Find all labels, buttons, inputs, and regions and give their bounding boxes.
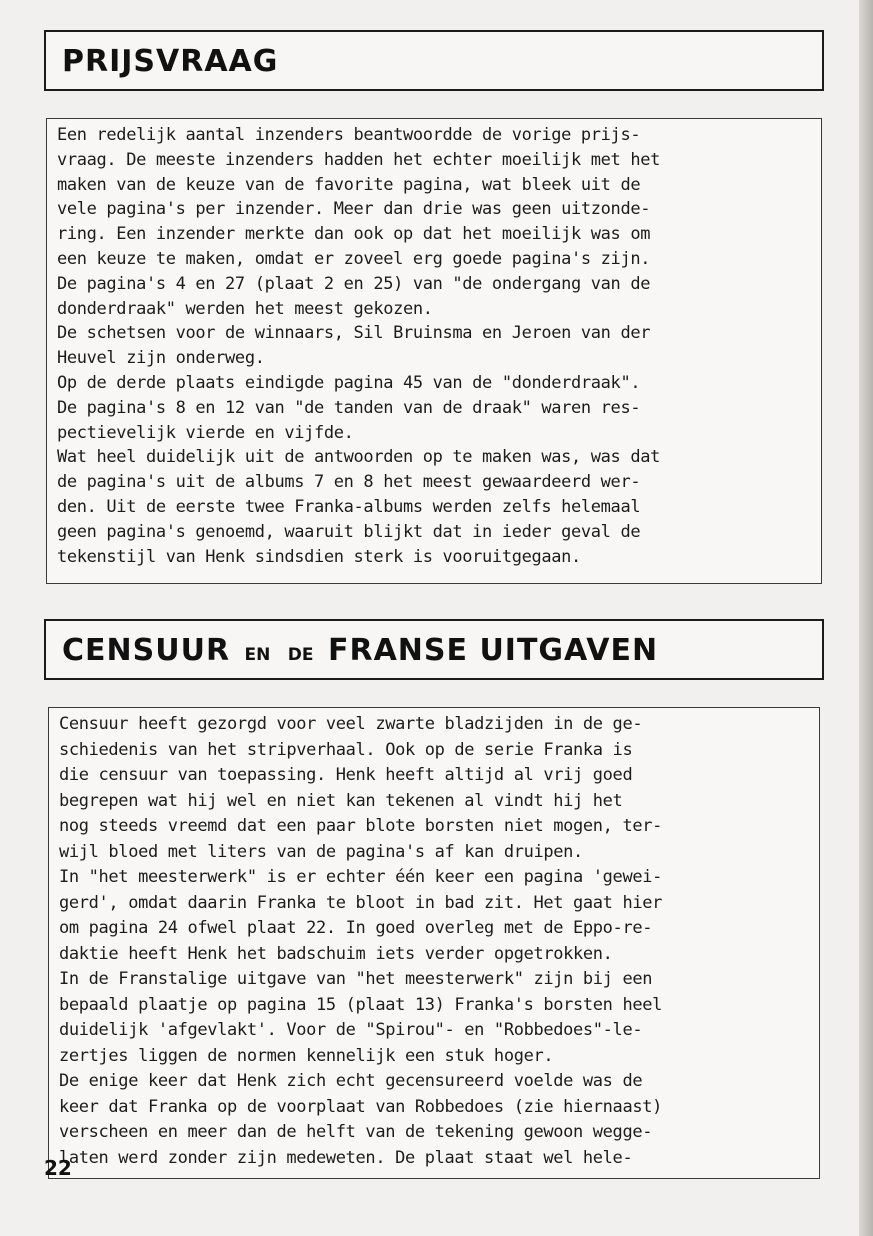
body-line: In de Franstalige uitgave van "het meesterwerk" zijn bij een: [59, 969, 653, 989]
body-line: een keuze te maken, omdat er zoveel erg goede pagina's zijn.: [57, 248, 651, 269]
body-line: verscheen en meer dan de helft van de tekening gewoon wegge-: [59, 1122, 653, 1142]
body-line: nog steeds vreemd dat een paar blote borsten niet mogen, ter-: [59, 816, 662, 836]
page-number: 22: [44, 1156, 72, 1180]
body-line: Heuvel zijn onderweg.: [57, 348, 265, 369]
body-line: pectievelijk vierde en vijfde.: [57, 422, 354, 443]
body-line: tekenstijl van Henk sindsdien sterk is vooruitgegaan.: [57, 546, 581, 567]
body-line: laten werd zonder zijn medeweten. De plaat staat wel hele-: [59, 1147, 633, 1168]
text-box-censuur: [48, 707, 820, 1179]
title-word-de: DE: [287, 645, 314, 665]
body-line: zertjes liggen de normen kennelijk een stuk hoger.: [59, 1045, 554, 1066]
body-line: vele pagina's per inzender. Meer dan drie was geen uitzonde-: [57, 199, 651, 220]
body-line: vraag. De meeste inzenders hadden het echter moeilijk met het: [57, 149, 660, 170]
section-title-prijsvraag: PRIJSVRAAG: [62, 44, 279, 79]
section-title-box-prijsvraag: [44, 30, 824, 91]
body-line: De enige keer dat Henk zich echt gecensureerd voelde was de: [59, 1071, 643, 1091]
title-word-censuur: CENSUUR: [62, 633, 231, 668]
body-line: den. Uit de eerste twee Franka-albums werden zelfs helemaal: [57, 496, 641, 517]
body-line: die censuur van toepassing. Henk heeft altijd al vrij goed: [59, 765, 633, 785]
body-line: daktie heeft Henk het badschuim iets verder opgetrokken.: [59, 943, 613, 964]
body-line: Op de derde plaats eindigde pagina 45 van de "donderdraak".: [57, 372, 641, 393]
section-title-box-censuur: [44, 619, 824, 680]
body-line: schiedenis van het stripverhaal. Ook op de serie Franka is: [59, 739, 633, 760]
page-spine-shadow: [859, 0, 873, 1236]
body-line: keer dat Franka op de voorplaat van Robbedoes (zie hiernaast): [59, 1096, 662, 1117]
body-line: In "het meesterwerk" is er echter één keer een pagina 'gewei-: [59, 867, 662, 887]
title-word-en: EN: [244, 645, 271, 665]
body-line: De schetsen voor de winnaars, Sil Bruinsma en Jeroen van der: [57, 323, 651, 344]
body-line: begrepen wat hij wel en niet kan tekenen al vindt hij het: [59, 790, 623, 811]
body-line: De pagina's 4 en 27 (plaat 2 en 25) van "de ondergang van de: [57, 273, 651, 294]
section-title-censuur: [62, 633, 658, 668]
body-line: bepaald plaatje op pagina 15 (plaat 13) Franka's borsten heel: [59, 994, 662, 1015]
text-box-prijsvraag: [46, 118, 822, 584]
body-line: Wat heel duidelijk uit de antwoorden op te maken was, was dat: [57, 447, 660, 468]
body-line: ring. Een inzender merkte dan ook op dat het moeilijk was om: [57, 224, 651, 245]
body-line: geen pagina's genoemd, waaruit blijkt dat in ieder geval de: [57, 521, 641, 542]
title-words-franse-uitgaven: FRANSE UITGAVEN: [327, 633, 659, 668]
body-line: donderdraak" werden het meest gekozen.: [57, 298, 433, 319]
body-line: de pagina's uit de albums 7 en 8 het meest gewaardeerd wer-: [57, 472, 641, 493]
body-line: De pagina's 8 en 12 van "de tanden van de draak" waren res-: [57, 397, 641, 418]
body-line: duidelijk 'afgevlakt'. Voor de "Spirou"- en "Robbedoes"-le-: [59, 1020, 643, 1040]
body-line: om pagina 24 ofwel plaat 22. In goed overleg met de Eppo-re-: [59, 918, 653, 938]
body-line: maken van de keuze van de favorite pagina, wat bleek uit de: [57, 174, 641, 195]
body-line: gerd', omdat daarin Franka te bloot in bad zit. Het gaat hier: [59, 892, 662, 913]
body-line: Een redelijk aantal inzenders beantwoordde de vorige prijs-: [57, 125, 641, 145]
body-line: Censuur heeft gezorgd voor veel zwarte bladzijden in de ge-: [59, 714, 643, 734]
body-line: wijl bloed met liters van de pagina's af kan druipen.: [59, 841, 583, 862]
